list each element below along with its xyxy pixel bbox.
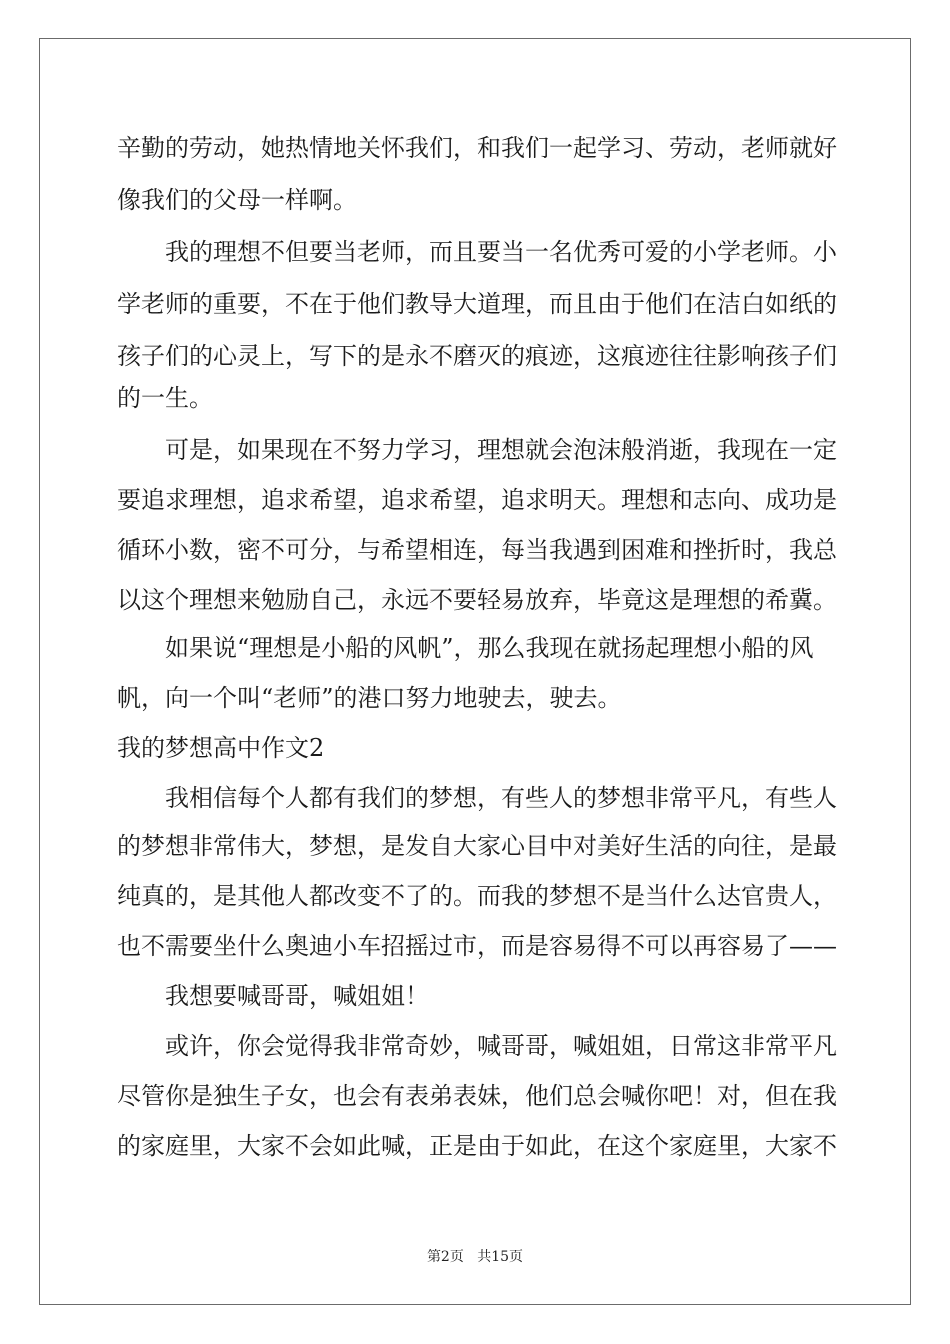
section-line: 我想要喊哥哥，喊姐姐！	[165, 982, 429, 1010]
body-line: 以这个理想来勉励自己，永远不要轻易放弃，毕竟这是理想的希冀。	[117, 586, 837, 614]
section-line: 或许，你会觉得我非常奇妙，喊哥哥，喊姐姐，日常这非常平凡	[165, 1032, 837, 1060]
section-line: 尽管你是独生子女，也会有表弟表妹，他们总会喊你吧！对，但在我	[117, 1082, 837, 1110]
section-line: 的家庭里，大家不会如此喊，正是由于如此，在这个家庭里，大家不	[117, 1132, 837, 1160]
body-line: 我的理想不但要当老师，而且要当一名优秀可爱的小学老师。小	[165, 238, 837, 266]
body-line: 孩子们的心灵上，写下的是永不磨灭的痕迹，这痕迹往往影响孩子们	[117, 342, 837, 370]
body-line: 的一生。	[117, 384, 213, 412]
section-line: 我相信每个人都有我们的梦想，有些人的梦想非常平凡，有些人	[165, 784, 837, 812]
body-line: 循环小数，密不可分，与希望相连，每当我遇到困难和挫折时，我总	[117, 536, 837, 564]
section-line: 也不需要坐什么奥迪小车招摇过市，而是容易得不可以再容易了——	[117, 932, 837, 960]
body-line: 像我们的父母一样啊。	[117, 186, 357, 214]
body-line: 要追求理想，追求希望，追求希望，追求明天。理想和志向、成功是	[117, 486, 837, 514]
page-footer	[0, 1247, 950, 1267]
page-total: 共15页	[477, 1249, 524, 1265]
body-line: 学老师的重要，不在于他们教导大道理，而且由于他们在洁白如纸的	[117, 290, 837, 318]
body-line: 如果说“理想是小船的风帆”，那么我现在就扬起理想小船的风	[165, 634, 814, 662]
section-line: 的梦想非常伟大，梦想，是发自大家心目中对美好生活的向往，是最	[117, 832, 837, 860]
body-line: 辛勤的劳动，她热情地关怀我们，和我们一起学习、劳动，老师就好	[117, 134, 837, 162]
page-border	[39, 38, 911, 1305]
body-line: 帆，向一个叫“老师”的港口努力地驶去，驶去。	[117, 684, 622, 712]
section-line: 纯真的，是其他人都改变不了的。而我的梦想不是当什么达官贵人，	[117, 882, 837, 910]
body-line: 可是，如果现在不努力学习，理想就会泡沫般消逝，我现在一定	[165, 436, 837, 464]
page-number: 第2页	[426, 1249, 464, 1265]
section-heading: 我的梦想高中作文2	[117, 734, 325, 762]
